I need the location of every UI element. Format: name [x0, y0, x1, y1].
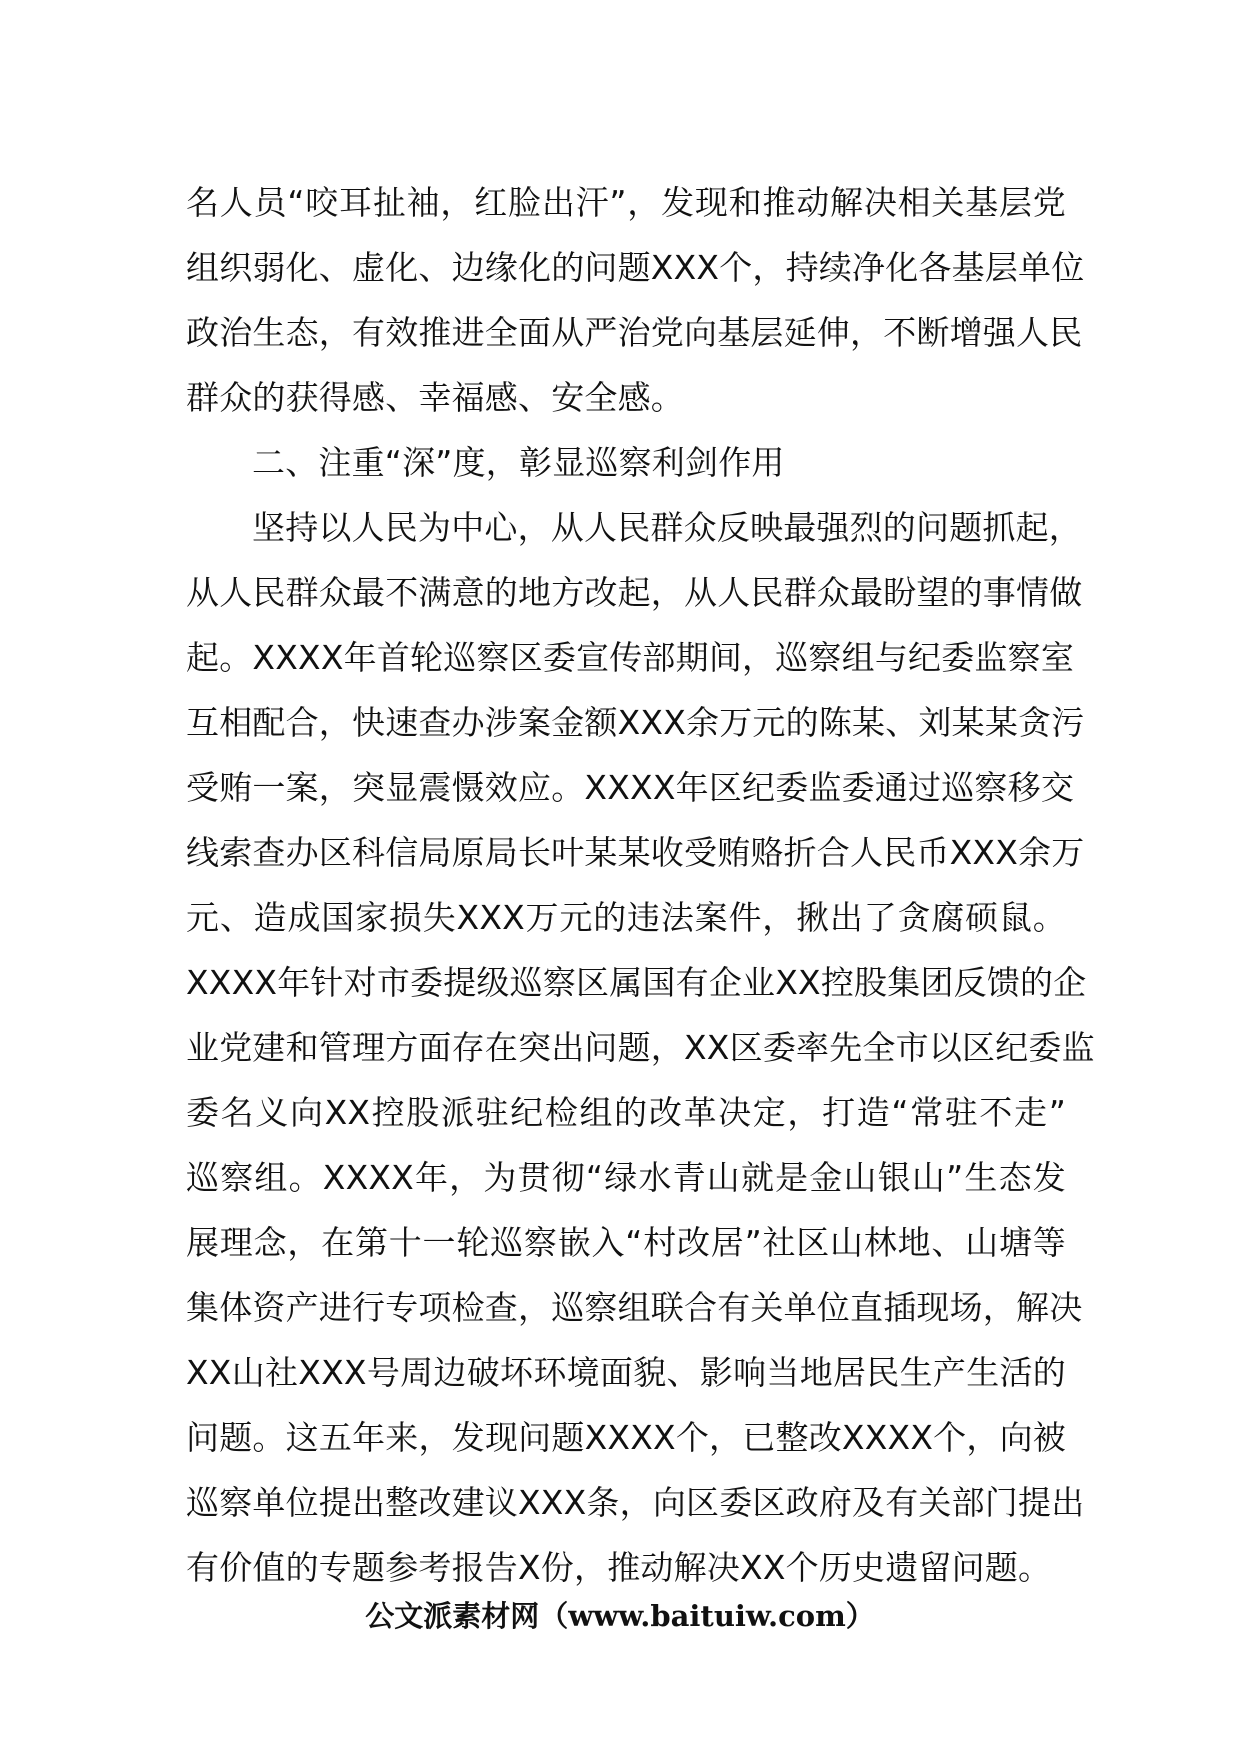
text-line: XX山社XXX号周边破坏环境面貌、影响当地居民生产生活的: [186, 1353, 1066, 1392]
text-line: 委名义向XX控股派驻纪检组的改革决定，打造“常驻不走”: [186, 1093, 1066, 1132]
document-body: [186, 170, 1095, 1600]
text-line: 有价值的专题参考报告X份，推动解决XX个历史遗留问题。: [186, 1548, 1052, 1587]
text-line: 受贿一案，突显震慑效应。XXXX年区纪委监委通过巡察移交: [186, 768, 1075, 807]
section-heading: 二、注重“深”度，彰显巡察利剑作用: [252, 443, 785, 482]
text-line: 组织弱化、虚化、边缘化的问题XXX个，持续净化各基层单位: [186, 248, 1085, 287]
text-line: 名人员“咬耳扯袖，红脸出汗”，发现和推动解决相关基层党: [186, 183, 1066, 222]
text-line: 问题。这五年来，发现问题XXXX个，已整改XXXX个，向被: [186, 1418, 1066, 1457]
text-line: 从人民群众最不满意的地方改起，从人民群众最盼望的事情做: [186, 573, 1083, 612]
text-line: 展理念，在第十一轮巡察嵌入“村改居”社区山林地、山塘等: [186, 1223, 1066, 1262]
text-line: 坚持以人民为中心，从人民群众反映最强烈的问题抓起，: [252, 508, 1082, 547]
text-line: 政治生态，有效推进全面从严治党向基层延伸，不断增强人民: [186, 313, 1083, 352]
text-line: 巡察单位提出整改建议XXX条，向区委区政府及有关部门提出: [186, 1483, 1085, 1522]
text-line: 集体资产进行专项检查，巡察组联合有关单位直插现场，解决: [186, 1288, 1083, 1327]
text-line: 起。XXXX年首轮巡察区委宣传部期间，巡察组与纪委监察室: [186, 638, 1075, 677]
text-line: 线索查办区科信局原局长叶某某收受贿赂折合人民币XXX余万: [186, 833, 1085, 872]
text-line: XXXX年针对市委提级巡察区属国有企业XX控股集团反馈的企: [186, 963, 1087, 1002]
text-line: 元、造成国家损失XXX万元的违法案件，揪出了贪腐硕鼠。: [186, 898, 1066, 937]
footer-site-name: 公文派素材网: [365, 1599, 540, 1633]
text-line: 巡察组。XXXX年，为贯彻“绿水青山就是金山银山”生态发: [186, 1158, 1066, 1197]
text-line: 互相配合，快速查办涉案金额XXX余万元的陈某、刘某某贪污: [186, 703, 1085, 742]
text-line: 群众的获得感、幸福感、安全感。: [186, 378, 684, 417]
footer-site-url: （www.baituiw.com）: [539, 1599, 875, 1633]
text-line: 业党建和管理方面存在突出问题，XX区委率先全市以区纪委监: [186, 1028, 1095, 1067]
footer-watermark: [0, 1596, 1240, 1636]
